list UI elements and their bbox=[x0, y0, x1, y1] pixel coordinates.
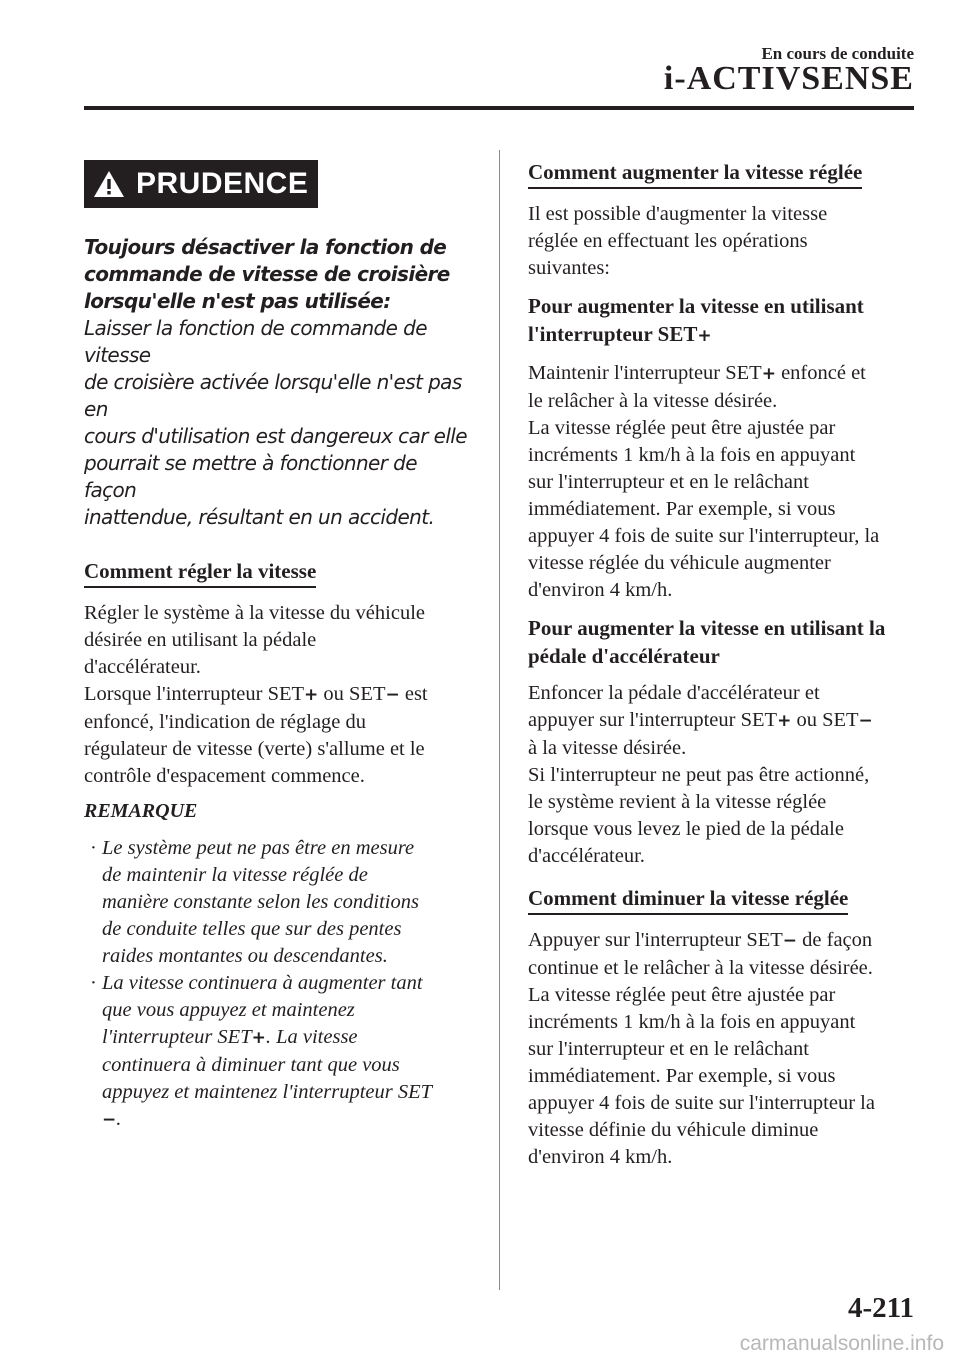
caution-body-line: de croisière activée lorsqu'elle n'est pas en bbox=[84, 370, 462, 421]
text-fragment: Appuyer sur l'interrupteur SET bbox=[528, 929, 783, 951]
plus-symbol: + bbox=[777, 711, 792, 731]
text-line: sur l'interrupteur et en le relâchant bbox=[528, 1038, 809, 1060]
text-line: d'accélérateur. bbox=[84, 656, 201, 678]
accelerator-paragraph bbox=[528, 680, 918, 870]
text-line: continuera à diminuer tant que vous bbox=[102, 1054, 400, 1076]
subheading-accelerator bbox=[528, 614, 918, 670]
text-line: de maintenir la vitesse réglée de bbox=[102, 864, 368, 886]
caution-heading-line: lorsqu'elle n'est pas utilisée: bbox=[84, 289, 391, 313]
text-fragment: . bbox=[116, 1108, 122, 1130]
text-line: La vitesse continuera à augmenter tant bbox=[102, 972, 423, 994]
text-line: d'environ 4 km/h. bbox=[528, 1146, 673, 1168]
set-speed-paragraph bbox=[84, 600, 474, 790]
text-line bbox=[528, 707, 918, 735]
text-fragment: ou SET bbox=[791, 709, 859, 731]
plus-symbol: + bbox=[761, 364, 776, 384]
text-line: appuyer 4 fois de suite sur l'interrupteur la bbox=[528, 1092, 875, 1114]
text-line: d'environ 4 km/h. bbox=[528, 579, 673, 601]
text-line: vitesse définie du véhicule diminue bbox=[528, 1119, 819, 1141]
caution-body-line: cours d'utilisation est dangereux car elle bbox=[84, 424, 467, 448]
text-line: que vous appuyez et maintenez bbox=[102, 999, 355, 1021]
text-line bbox=[528, 320, 918, 350]
note-label: REMARQUE bbox=[84, 800, 198, 822]
caution-body-line: inattendue, résultant en un accident. bbox=[84, 505, 435, 529]
text-fragment: Lorsque l'interrupteur SET bbox=[84, 683, 305, 705]
text-fragment: appuyer sur l'interrupteur SET bbox=[528, 709, 778, 731]
text-line: le relâcher à la vitesse désirée. bbox=[528, 390, 778, 412]
text-line bbox=[528, 927, 918, 955]
text-line: incréments 1 km/h à la fois en appuyant bbox=[528, 1011, 856, 1033]
text-line: manière constante selon les conditions bbox=[102, 891, 419, 913]
text-line: La vitesse réglée peut être ajustée par bbox=[528, 984, 836, 1006]
text-line: Régler le système à la vitesse du véhicule bbox=[84, 602, 425, 624]
text-line: désirée en utilisant la pédale bbox=[84, 629, 317, 651]
minus-symbol: − bbox=[385, 685, 400, 705]
section-title-increase-speed: Comment augmenter la vitesse réglée bbox=[528, 160, 862, 189]
text-fragment: est bbox=[399, 683, 428, 705]
text-line: régulateur de vitesse (verte) s'allume et le bbox=[84, 738, 425, 760]
subheading-set-switch bbox=[528, 292, 918, 350]
text-fragment: l'interrupteur SET bbox=[102, 1026, 252, 1048]
note-item bbox=[84, 970, 474, 1134]
text-line: suivantes: bbox=[528, 257, 610, 279]
increase-intro-paragraph bbox=[528, 201, 918, 282]
text-line: appuyer 4 fois de suite sur l'interrupteur, la bbox=[528, 525, 880, 547]
text-line: d'accélérateur. bbox=[528, 845, 645, 867]
text-fragment: Maintenir l'interrupteur SET bbox=[528, 362, 762, 384]
caution-heading-line: commande de vitesse de croisière bbox=[84, 262, 450, 286]
text-line bbox=[84, 681, 474, 709]
text-line: enfoncé, l'indication de réglage du bbox=[84, 711, 367, 733]
text-line bbox=[528, 360, 918, 388]
text-line: vitesse réglée du véhicule augmenter bbox=[528, 552, 831, 574]
text-line: Enfoncer la pédale d'accélérateur et bbox=[528, 682, 820, 704]
bullet-icon: · bbox=[90, 837, 97, 859]
warning-triangle-icon bbox=[92, 169, 126, 199]
decrease-paragraph bbox=[528, 927, 918, 1171]
page-number: 4-211 bbox=[847, 1292, 914, 1324]
caution-box bbox=[84, 160, 318, 208]
text-line bbox=[102, 1024, 474, 1052]
left-column bbox=[84, 160, 474, 1134]
text-fragment: de façon bbox=[797, 929, 873, 951]
minus-symbol: − bbox=[102, 1110, 117, 1130]
text-fragment: . La vitesse bbox=[265, 1026, 358, 1048]
caution-body bbox=[84, 315, 474, 531]
header-section-label: En cours de conduite bbox=[761, 44, 914, 63]
text-line: à la vitesse désirée. bbox=[528, 737, 687, 759]
caution-heading-line: Toujours désactiver la fonction de bbox=[84, 235, 447, 259]
text-fragment: l'interrupteur SET bbox=[528, 322, 698, 346]
minus-symbol: − bbox=[782, 931, 798, 951]
header-title: i-ACTIVSENSE bbox=[663, 60, 914, 97]
text-fragment: ou SET bbox=[318, 683, 386, 705]
section-title-decrease-speed: Comment diminuer la vitesse réglée bbox=[528, 886, 848, 915]
bullet-icon: · bbox=[90, 972, 97, 994]
text-line: Il est possible d'augmenter la vitesse bbox=[528, 203, 828, 225]
text-line: La vitesse réglée peut être ajustée par bbox=[528, 417, 836, 439]
caution-body-line: pourrait se mettre à fonctionner de façon bbox=[84, 451, 417, 502]
plus-symbol: + bbox=[251, 1028, 266, 1048]
watermark: carmanualsonline.info bbox=[739, 1332, 944, 1355]
set-switch-paragraph bbox=[528, 360, 918, 604]
section-title-set-speed: Comment régler la vitesse bbox=[84, 559, 316, 588]
text-line: incréments 1 km/h à la fois en appuyant bbox=[528, 444, 856, 466]
text-line bbox=[102, 1106, 474, 1134]
text-line: le système revient à la vitesse réglée bbox=[528, 791, 827, 813]
text-line: Pour augmenter la vitesse en utilisant bbox=[528, 294, 864, 318]
plus-symbol: + bbox=[697, 326, 712, 346]
text-line: Pour augmenter la vitesse en utilisant la bbox=[528, 616, 886, 640]
caution-label: PRUDENCE bbox=[136, 167, 309, 200]
text-line: Si l'interrupteur ne peut pas être actionné, bbox=[528, 764, 870, 786]
column-divider bbox=[499, 150, 500, 1290]
text-line: sur l'interrupteur et en le relâchant bbox=[528, 471, 809, 493]
minus-symbol: − bbox=[858, 711, 873, 731]
plus-symbol: + bbox=[304, 685, 319, 705]
text-line: lorsque vous levez le pied de la pédale bbox=[528, 818, 844, 840]
text-line: continue et le relâcher à la vitesse désirée. bbox=[528, 957, 873, 979]
text-line: réglée en effectuant les opérations bbox=[528, 230, 808, 252]
text-line: appuyez et maintenez l'interrupteur SET bbox=[102, 1081, 433, 1103]
text-line: raides montantes ou descendantes. bbox=[102, 945, 388, 967]
right-column bbox=[528, 160, 918, 1181]
text-line: pédale d'accélérateur bbox=[528, 644, 720, 668]
header-rule bbox=[84, 106, 914, 110]
text-line: immédiatement. Par exemple, si vous bbox=[528, 498, 836, 520]
caution-body-line: Laisser la fonction de commande de vitesse bbox=[84, 316, 427, 367]
note-item bbox=[84, 835, 474, 970]
text-line: contrôle d'espacement commence. bbox=[84, 765, 365, 787]
text-fragment: enfoncé et bbox=[775, 362, 866, 384]
text-line: Le système peut ne pas être en mesure bbox=[102, 837, 415, 859]
text-line: immédiatement. Par exemple, si vous bbox=[528, 1065, 836, 1087]
text-line: de conduite telles que sur des pentes bbox=[102, 918, 402, 940]
